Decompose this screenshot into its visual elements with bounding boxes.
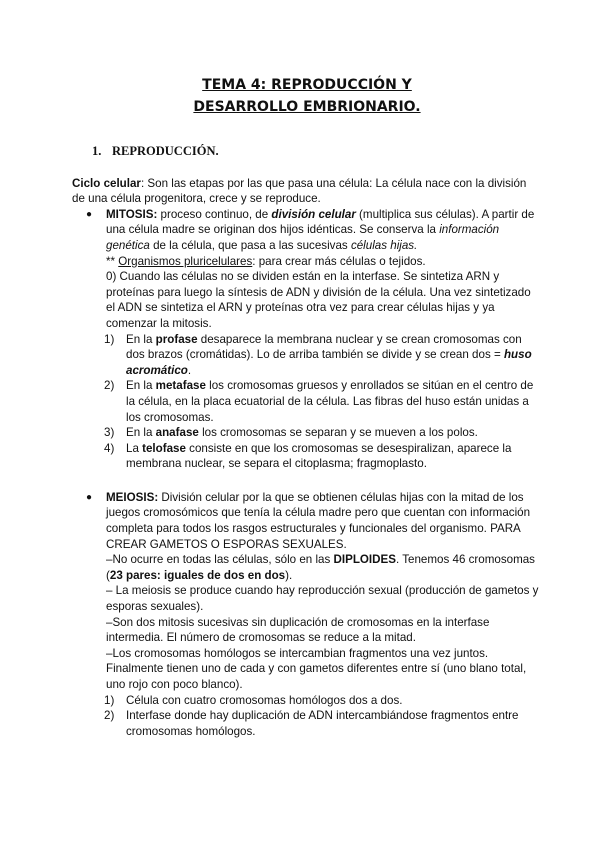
phase-text: desaparece la membrana nuclear y se crean cromosomas con dos brazos (cromátidas). Lo de arriba también se divide y se crean dos = [126,332,522,362]
mitosis-definition [106,207,542,254]
meiosis-line-5: –Los cromosomas homólogos se intercambian fragmentos una vez juntos. Finalmente tienen uno de cada y con gametos diferentes entre sí (uno blano total, uno rojo con poco blanco). [106,646,527,691]
mitosis-label: MITOSIS: [106,207,158,221]
document-page [72,74,542,739]
phase-text: La [126,441,143,455]
mitosis-text-2: (multiplica sus células). A partir de una célula madre se originan dos hijos idénticas. Se conserva la [106,207,535,237]
phase-text: En la [126,426,156,440]
phase-text: En la [126,332,156,346]
meiosis-text: –No ocurre en todas las células, sólo en las [106,553,334,567]
phase-name: telofase [142,441,186,455]
mitosis-emphasis-1: división celular [271,207,356,221]
phase-name: metafase [155,379,206,393]
title-line-2: DESARROLLO EMBRIONARIO. [193,99,421,115]
mitosis-text-3: de la célula, que pasa a las sucesivas [149,238,351,252]
phase-text: En la [126,379,156,393]
list-item [104,425,542,441]
mitosis-note [106,254,542,270]
meiosis-definition [106,490,542,552]
mitosis-bullet [82,207,542,332]
section-title: REPRODUCCIÓN. [112,144,219,158]
meiosis-step-list [72,693,542,740]
meiosis-text: . Tenemos 46 cromosomas ( [106,553,535,582]
list-number: 1) [104,332,115,346]
step-text: Interfase donde hay duplicación de ADN intercambiándose fragmentos entre cromosomas homólogos. [126,709,519,738]
phase-emphasis: huso acromático [126,348,532,377]
spacer [72,472,542,490]
note-underlined: Organismos pluricelulares [118,254,253,268]
meiosis-line-3: – La meiosis se produce cuando hay reproducción sexual (producción de gametos y esporas sexuales). [106,584,539,614]
list-item [104,332,542,379]
document-title [72,74,542,118]
ciclo-term: Ciclo celular [72,176,141,190]
meiosis-bold: DIPLOIDES [333,553,396,567]
meiosis-bullet [82,490,542,693]
bullet-icon: ● [86,491,93,503]
mitosis-text-1: proceso continuo, de [157,207,272,221]
note-stars: ** [106,254,119,268]
meiosis-line-2 [106,552,542,583]
ciclo-celular-paragraph [72,176,542,207]
list-number: 3) [104,426,115,440]
phase-text: los cromosomas se separan y se mueven a los polos. [198,426,478,440]
meiosis-line-4: –Son dos mitosis sucesivas sin duplicación de cromosomas en la interfase intermedia. El número de cromosomas se reduce a la mitad. [106,615,490,645]
list-item [104,441,542,472]
mitosis-interfase: 0) Cuando las células no se dividen están en la interfase. Se sintetiza ARN y proteínas para luego la síntesis de ADN y división de la célula. Una vez sintetizado el ADN se sintetiza el ARN y proteínas otra vez para crear células hijas y ya comenzar la mitosis. [106,270,531,330]
meiosis-text: ). [285,568,293,582]
note-text: : para crear más células o tejidos. [252,254,426,268]
meiosis-bold: 23 pares: iguales de dos en dos [109,568,286,582]
mitosis-emphasis-2: información genética [106,223,500,252]
mitosis-emphasis-3: células hijas. [350,238,418,252]
title-line-1: TEMA 4: REPRODUCCIÓN Y [202,77,412,93]
list-item [104,708,542,739]
section-number: 1. [92,144,102,158]
bullet-icon: ● [86,208,93,220]
list-number: 1) [104,693,115,707]
list-number: 2) [104,379,115,393]
mitosis-phase-list [72,332,542,472]
list-item [104,378,542,425]
phase-name: profase [155,332,198,346]
phase-text: los cromosomas gruesos y enrollados se sitúan en el centro de la célula, en la placa ecuatorial de la célula. Las fibras del huso están unidas a los cromosomas. [126,379,534,424]
phase-text: . [187,363,192,377]
meiosis-text: División celular por la que se obtienen células hijas con la mitad de los juegos cromosómicos que tenía la célula madre pero que cuentan con información completa para todos los rasgos estructurales y funcionales del organismo. PARA CREAR GAMETOS O ESPORAS SEXUALES. [106,490,531,551]
step-text: Célula con cuatro cromosomas homólogos dos a dos. [126,693,403,707]
list-number: 2) [104,709,115,723]
phase-name: anafase [155,426,199,440]
list-number: 4) [104,441,115,455]
ciclo-text: : Son las etapas por las que pasa una célula: La célula nace con la división de una célula progenitora, crece y se reproduce. [72,176,527,206]
meiosis-label: MEIOSIS: [106,490,159,504]
section-heading [92,144,542,160]
phase-text: consiste en que los cromosomas se desespiralizan, aparece la membrana nuclear, se separa el citoplasma; fragmoplasto. [126,441,512,471]
list-item [104,693,542,709]
